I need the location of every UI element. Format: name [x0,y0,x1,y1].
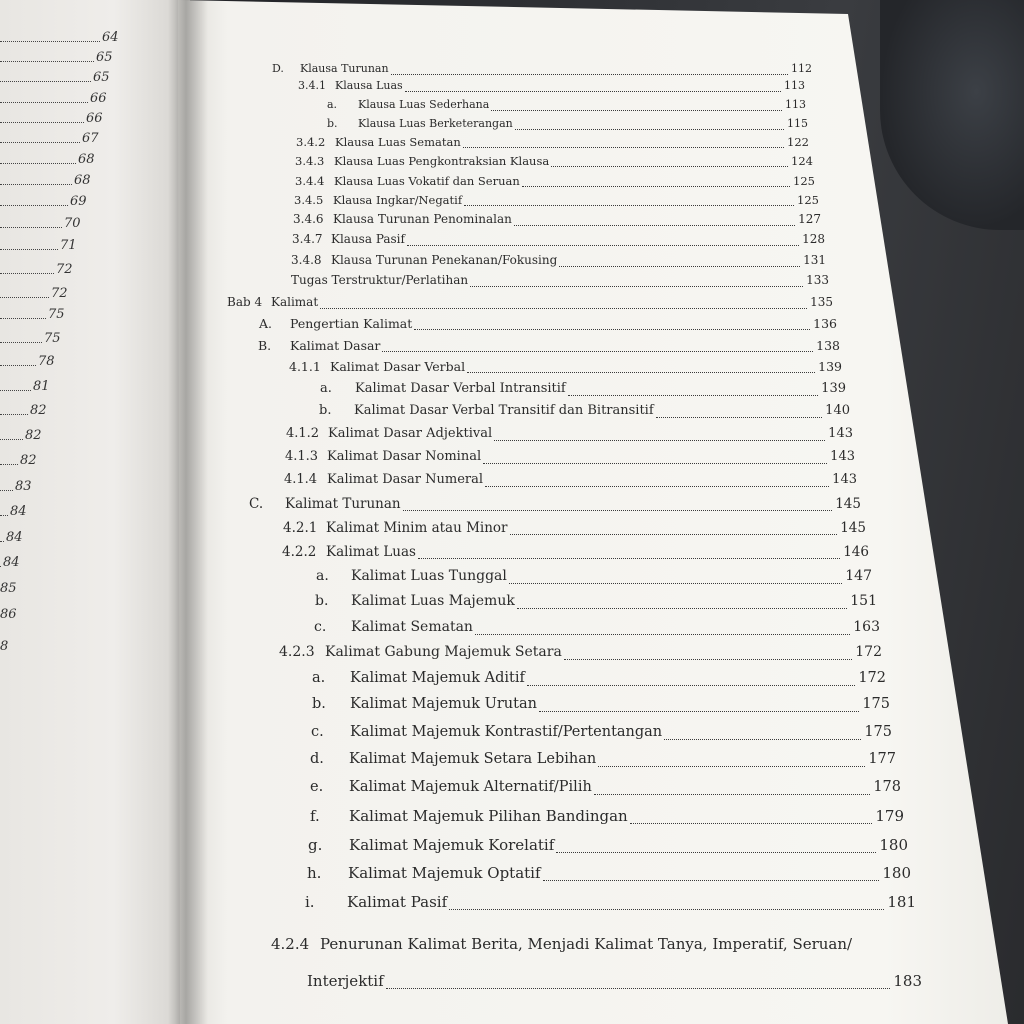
toc-page-number: 140 [825,403,850,418]
toc-entry-title: Kalimat Pasif [347,893,448,911]
left-page-number: 82 [30,403,47,418]
toc-entry-title: Kalimat Turunan [285,495,401,512]
toc-dot-leader [405,91,781,92]
toc-entry-title: Kalimat Majemuk Urutan [350,695,537,712]
toc-dot-leader [559,266,800,267]
left-page-number: 86 [0,607,17,622]
left-page-leader [0,183,72,185]
toc-page-number: 122 [787,134,809,149]
toc-entry-title: Kalimat Gabung Majemuk Setara [325,644,562,660]
toc-dot-leader [517,608,847,609]
toc-entry-number: e. [310,778,324,795]
toc-dot-leader [539,711,859,712]
toc-entry-title: Klausa Luas [335,79,403,92]
toc-dot-leader [656,417,823,418]
toc-entry-number: 4.2.4 [271,935,310,953]
left-page-number: 65 [93,70,110,85]
toc-entry-number: b. [315,593,329,609]
toc-entry-number: 3.4.6 [293,212,324,226]
left-page-leader [0,514,8,516]
toc-page-number: 131 [803,253,826,267]
toc-entry-title: Penurunan Kalimat Berita, Menjadi Kalimat Tanya, Imperatif, Seruan/ [320,935,853,953]
toc-dot-leader [527,685,855,686]
toc-dot-leader [494,440,825,441]
toc-page-number: 183 [893,972,922,990]
toc-entry-number: D. [272,62,284,75]
left-page-number: 83 [15,479,32,494]
left-page-number: 85 [0,581,17,596]
left-page-leader [0,101,88,103]
toc-dot-leader [449,909,884,910]
left-page-leader [0,204,68,206]
toc-dot-leader [485,486,829,487]
toc-dot-leader [391,74,788,75]
toc-dot-leader [522,186,790,187]
left-page-leader [0,40,100,42]
toc-entry-number: h. [307,864,322,882]
left-page-number: 8 [0,639,9,654]
toc-entry-title: Kalimat Majemuk Aditif [350,669,525,686]
toc-page-number: 179 [875,807,904,825]
toc-entry-number: d. [310,750,324,767]
toc-entry-title: Klausa Turunan Penekanan/Fokusing [331,253,558,267]
toc-page-number: 145 [840,519,866,536]
toc-dot-leader [568,395,818,396]
toc-entry-number: c. [314,619,327,635]
toc-entry-title: Klausa Luas Pengkontraksian Klausa [334,153,550,168]
toc-entry-title: Kalimat Majemuk Korelatif [349,836,555,854]
toc-dot-leader [320,308,807,309]
toc-page-number: 147 [845,568,872,584]
toc-entry-title: Klausa Luas Berketerangan [358,117,513,130]
toc-page-number: 113 [785,98,806,111]
toc-dot-leader [515,129,784,130]
toc-dot-leader [491,110,782,111]
left-page-leader [0,162,76,164]
toc-page-number: 151 [850,593,877,609]
toc-page-number: 139 [821,381,846,396]
toc-entry-title: Klausa Luas Sederhana [358,98,490,111]
toc-page-number: 115 [787,117,808,130]
toc-entry-title: Klausa Turunan Penominalan [333,212,512,226]
left-page-number: 81 [33,379,50,394]
left-page-number: 71 [60,238,77,253]
left-page-number: 72 [56,262,73,277]
toc-entry-number: a. [327,98,338,111]
toc-page-number: 113 [784,79,805,92]
toc-entry-title: Kalimat Dasar Verbal [330,358,466,374]
toc-page-number: 175 [864,723,892,740]
toc-page-number: 175 [862,695,890,712]
toc-entry-number: a. [320,381,332,396]
toc-dot-leader [509,583,842,584]
toc-entry-number: i. [305,893,315,911]
left-page-leader [0,489,13,491]
left-page-number: 64 [102,30,119,45]
toc-entry-title: Klausa Turunan [300,62,389,75]
left-page-number: 84 [6,530,23,545]
toc-entry-number: 3.4.7 [292,232,323,246]
toc-page-number: 138 [816,337,840,353]
toc-page-number: 133 [806,273,829,287]
toc-dot-leader [470,286,803,287]
toc-dot-leader [418,558,840,559]
toc-entry-title: Kalimat Majemuk Optatif [348,864,541,882]
toc-entry-title: Kalimat Luas [326,543,416,560]
toc-entry-number: b. [319,403,332,418]
toc-page-number: 124 [791,153,813,168]
toc-page-number: 112 [791,62,812,75]
toc-page-number: 146 [843,543,869,560]
left-page-number: 72 [51,286,68,301]
left-page-number: 78 [38,354,55,369]
left-page-number: 84 [3,555,20,570]
toc-dot-leader [483,463,827,464]
toc-page-number: 143 [828,426,853,441]
toc-dot-leader [514,225,795,226]
left-page-number: 75 [48,307,65,322]
left-page-number: 68 [74,173,91,188]
toc-dot-leader [630,823,873,824]
toc-page-number: 163 [853,619,880,635]
toc-page-number: 178 [873,778,901,795]
toc-entry-number: A. [259,315,273,331]
toc-entry-number: Bab 4 [227,295,263,309]
toc-dot-leader [543,880,880,881]
toc-entry-number: 3.4.1 [298,79,326,92]
left-page-leader [0,317,46,319]
toc-page-number: 180 [879,836,908,854]
toc-entry-number: 4.1.1 [289,358,321,374]
left-page-leader [0,438,23,440]
toc-dot-leader [463,147,784,148]
left-page-number: 66 [86,111,103,126]
toc-entry-title: Kalimat Dasar Verbal Intransitif [355,381,566,396]
left-page-leader [0,226,62,228]
toc-page-number: 145 [835,495,861,512]
left-page-leader [0,413,28,415]
toc-dot-leader [598,766,865,767]
toc-entry-number: b. [327,117,338,130]
toc-page-number: 139 [818,358,842,374]
left-page-number: 82 [25,428,42,443]
toc-entry-title: Interjektif [307,972,384,990]
toc-entry-title: Kalimat Minim atau Minor [326,519,508,536]
toc-entry-number: 4.1.2 [286,426,320,441]
toc-dot-leader [382,351,813,352]
left-page-leader [0,389,31,391]
toc-entry-title: Klausa Luas Vokatif dan Seruan [334,173,520,188]
toc-entry-number: 3.4.4 [295,173,325,188]
toc-entry-title: Kalimat [271,295,319,309]
toc-page-number: 127 [798,212,821,226]
toc-page-number: 125 [797,192,819,207]
toc-dot-leader [414,329,810,330]
toc-entry-title: Kalimat Luas Majemuk [351,593,515,609]
toc-entry-title: Kalimat Dasar Adjektival [328,426,493,441]
toc-entry-title: Kalimat Majemuk Kontrastif/Pertentangan [350,723,663,740]
left-page-number: 82 [20,453,37,468]
toc-entry-number: 4.2.1 [283,519,318,536]
toc-entry-title: Kalimat Luas Tunggal [351,568,507,584]
toc-page-number: 136 [813,315,837,331]
toc-page-number: 172 [858,669,886,686]
toc-page-number: 180 [882,864,911,882]
book-gutter-shadow [168,0,208,1024]
left-page-number: 84 [10,504,27,519]
left-page-number: 75 [44,331,61,346]
toc-entry-number: a. [312,669,326,686]
toc-entry-title: Kalimat Dasar [290,337,381,353]
left-page-leader [0,60,94,62]
left-page-leader [0,248,58,250]
toc-entry-title: Kalimat Dasar Numeral [327,472,484,487]
toc-page-number: 135 [810,295,833,309]
toc-page-number: 128 [802,232,825,246]
left-page-leader [0,121,84,123]
toc-entry-number: 4.2.2 [282,543,317,560]
toc-entry-title: Kalimat Sematan [351,619,473,635]
toc-entry-number: c. [311,723,324,740]
left-page-leader [0,364,36,366]
toc-entry-number: a. [316,568,329,584]
toc-page-number: 181 [887,893,916,911]
toc-entry-title: Tugas Terstruktur/Perlatihan [291,273,469,287]
toc-dot-leader [551,166,788,167]
toc-entry-number: 3.4.3 [295,153,325,168]
left-page-number: 69 [70,194,87,209]
toc-entry-title: Pengertian Kalimat [290,315,413,331]
toc-entry-title: Kalimat Dasar Nominal [327,449,482,464]
left-page-leader [0,141,80,143]
toc-entry-number: C. [249,495,264,512]
toc-entry-title: Klausa Luas Sematan [335,134,461,149]
toc-dot-leader [564,659,852,660]
toc-dot-leader [407,245,799,246]
toc-dot-leader [464,205,794,206]
toc-entry-title: Kalimat Dasar Verbal Transitif dan Bitransitif [354,403,654,418]
left-page-leader [0,80,91,82]
toc-dot-leader [664,739,861,740]
toc-entry-number: B. [258,337,272,353]
toc-entry-number: g. [308,836,323,854]
toc-page-number: 172 [855,644,882,660]
toc-entry-number: b. [312,695,326,712]
left-page-leader [0,272,54,274]
toc-entry-title: Klausa Ingkar/Negatif [333,192,463,207]
toc-dot-leader [386,988,891,989]
left-page-number: 65 [96,50,113,65]
toc-entry-title: Klausa Pasif [331,232,405,246]
toc-entry-title: Kalimat Majemuk Setara Lebihan [349,750,597,767]
toc-entry-number: 4.2.3 [279,644,315,660]
toc-page-number: 177 [868,750,896,767]
toc-dot-leader [467,372,815,373]
left-page-leader [0,296,49,298]
toc-page-number: 143 [832,472,857,487]
toc-dot-leader [403,510,833,511]
toc-dot-leader [510,534,838,535]
left-page-number: 70 [64,216,81,231]
toc-entry-number: f. [310,807,320,825]
toc-entry-number: 4.1.4 [284,472,318,487]
left-page-leader [0,341,42,343]
toc-entry-number: 3.4.2 [296,134,326,149]
toc-entry-title: Kalimat Majemuk Alternatif/Pilih [349,778,592,795]
toc-entry-number: 3.4.5 [294,192,324,207]
toc-page-number: 143 [830,449,855,464]
toc-dot-leader [475,634,850,635]
toc-page-number: 125 [793,173,815,188]
left-page-number: 67 [82,131,99,146]
toc-entry-number: 3.4.8 [291,253,322,267]
left-page-leader [0,463,18,465]
toc-entry-number: 4.1.3 [285,449,319,464]
toc-entry-title: Kalimat Majemuk Pilihan Bandingan [349,807,628,825]
left-page-leader [0,565,1,567]
toc-dot-leader [556,852,876,853]
left-page-leader [0,540,4,542]
left-page-number: 66 [90,91,107,106]
left-page-number: 68 [78,152,95,167]
toc-dot-leader [594,794,871,795]
